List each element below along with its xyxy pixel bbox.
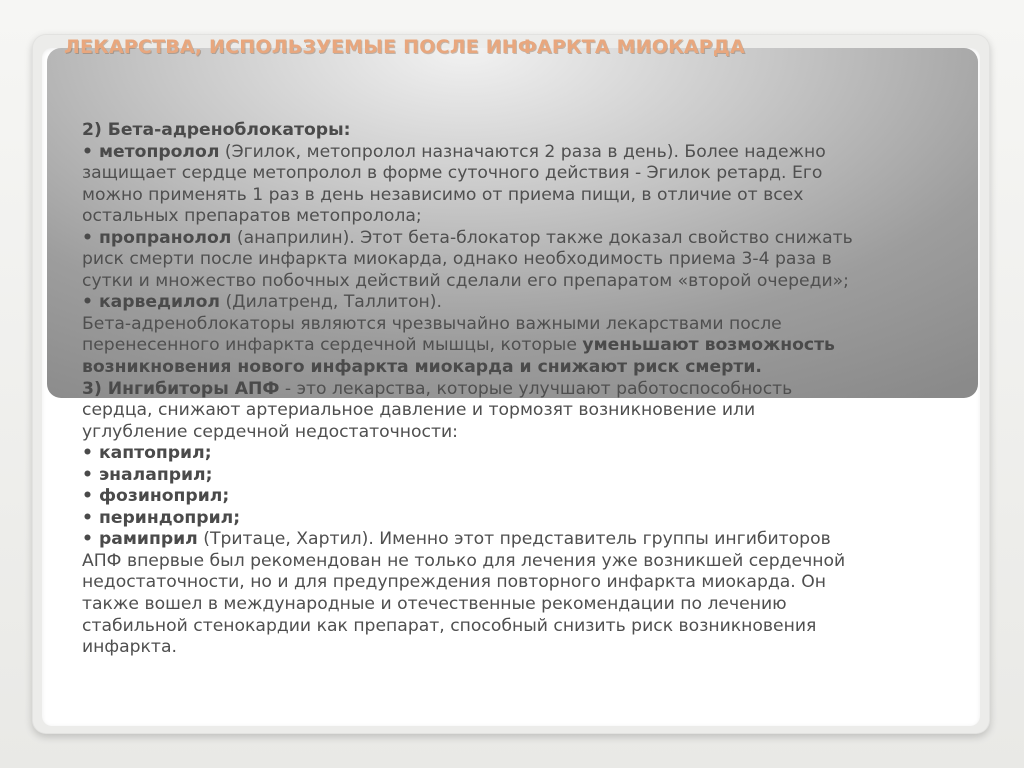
- text-line: • пропранолол (анаприлин). Этот бета-блокатор также доказал свойство снижать: [82, 227, 853, 248]
- text-line: стабильной стенокардии как препарат, способный снизить риск возникновения: [82, 615, 817, 636]
- text-line: • эналаприл;: [82, 464, 213, 485]
- text-line: • карведилол (Дилатренд, Таллитон).: [82, 292, 442, 313]
- text-line: Бета-адреноблокаторы являются чрезвычайно важными лекарствами после: [82, 313, 782, 334]
- text-line: перенесенного инфаркта сердечной мышцы, которые уменьшают возможность: [82, 335, 835, 356]
- text-line: можно применять 1 раз в день независимо от приема пищи, в отличие от всех: [82, 184, 804, 205]
- text-line: углубление сердечной недостаточности:: [82, 421, 458, 442]
- text-line: • периндоприл;: [82, 507, 241, 528]
- text-line: • каптоприл;: [82, 443, 212, 464]
- text-line: также вошел в международные и отечественные рекомендации по лечению: [82, 594, 787, 615]
- text-line: 3) Ингибиторы АПФ - это лекарства, которые улучшают работоспособность: [82, 378, 793, 399]
- text-line: • метопролол (Эгилок, метопролол назначаются 2 раза в день). Более надежно: [82, 141, 826, 162]
- text-line: остальных препаратов метопролола;: [82, 206, 422, 227]
- slide-title: ЛЕКАРСТВА, ИСПОЛЬЗУЕМЫЕ ПОСЛЕ ИНФАРКТА МИОКАРДА: [64, 36, 745, 58]
- text-line: инфаркта.: [82, 637, 177, 658]
- text-line: недостаточности, но и для предупреждения повторного инфаркта миокарда. Он: [82, 572, 826, 593]
- text-line: возникновения нового инфаркта миокарда и снижают риск смерти.: [82, 357, 762, 378]
- text-line: 2) Бета-адреноблокаторы:: [82, 120, 351, 140]
- text-line: АПФ впервые был рекомендован не только для лечения уже возникшей сердечной: [82, 550, 846, 571]
- text-line: • фозиноприл;: [82, 486, 230, 507]
- text-line: • рамиприл (Тритаце, Хартил). Именно этот представитель группы ингибиторов: [82, 529, 831, 550]
- text-line: защищает сердце метопролол в форме суточного действия - Эгилок ретард. Его: [82, 163, 823, 184]
- text-line: сердца, снижают артериальное давление и тормозят возникновение или: [82, 400, 756, 421]
- text-line: риск смерти после инфаркта миокарда, однако необходимость приема 3-4 раза в: [82, 249, 832, 270]
- slide-body-text: [82, 120, 962, 659]
- text-line: сутки и множество побочных действий сделали его препаратом «второй очереди»;: [82, 270, 849, 291]
